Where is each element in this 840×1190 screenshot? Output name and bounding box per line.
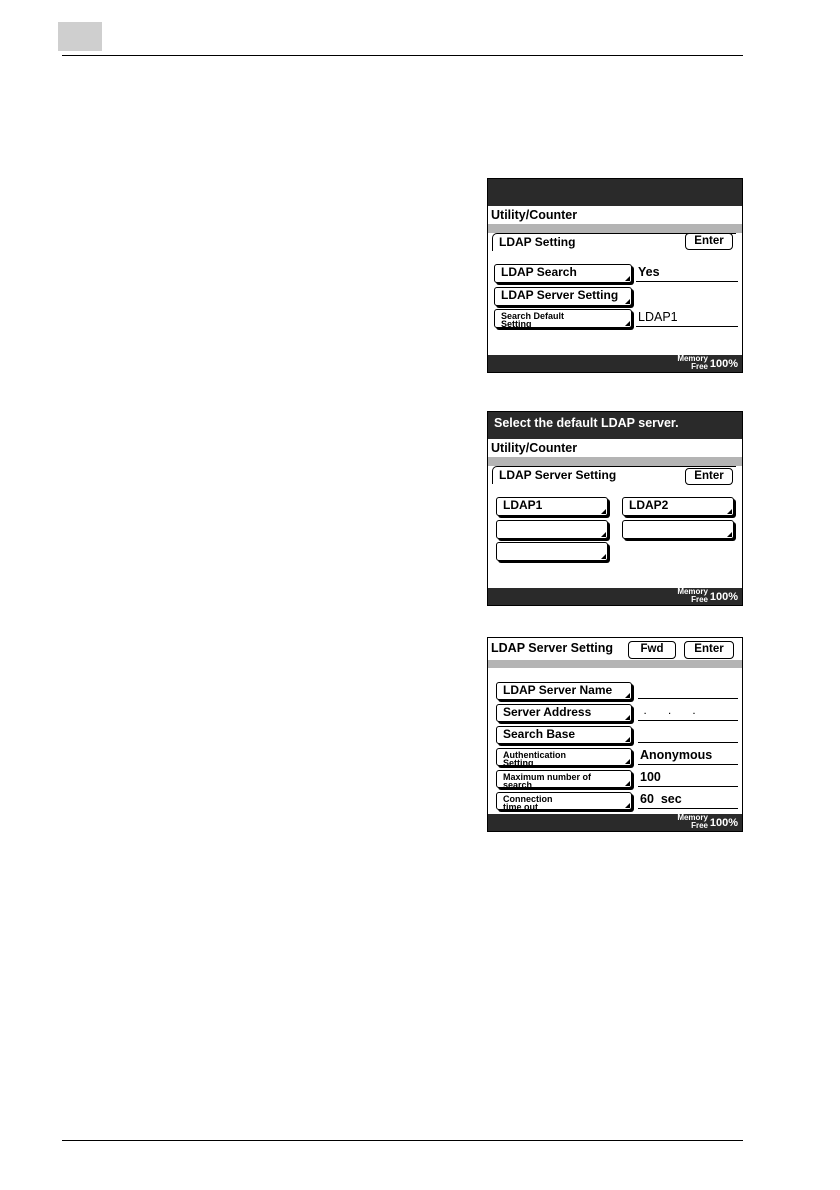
button-label: LDAP1 xyxy=(503,498,543,512)
utility-counter-title: Utility/Counter xyxy=(491,208,578,222)
connection-time-out-button[interactable] xyxy=(496,792,632,810)
authentication-setting-button[interactable] xyxy=(496,748,632,766)
screen-title: LDAP Server Setting xyxy=(491,641,614,655)
connection-time-out-value: 60 sec xyxy=(638,792,738,809)
search-base-value xyxy=(638,726,738,743)
footer-rule xyxy=(62,1140,743,1141)
search-default-value: LDAP1 xyxy=(636,310,738,327)
ldap1-button[interactable] xyxy=(496,497,608,516)
ldap-server-detail-screen xyxy=(487,637,743,832)
ldap-server-name-value xyxy=(638,682,738,699)
ldap-server-setting-button[interactable] xyxy=(494,287,632,306)
server-address-value: . . . xyxy=(638,704,738,721)
maximum-number-of-search-value: 100 xyxy=(638,770,738,787)
memory-label: Memory Free xyxy=(677,587,708,604)
memory-label: Memory Free xyxy=(677,813,708,830)
memory-value: 100% xyxy=(709,817,738,829)
separator-band xyxy=(488,224,742,233)
maximum-number-of-search-button[interactable] xyxy=(496,770,632,788)
enter-button[interactable]: Enter xyxy=(685,233,733,250)
utility-counter-title: Utility/Counter xyxy=(491,441,578,455)
enter-button[interactable]: Enter xyxy=(685,468,733,485)
button-label: Maximum number of search xyxy=(503,772,592,790)
search-base-button[interactable] xyxy=(496,726,632,744)
memory-value: 100% xyxy=(709,358,738,370)
chapter-number-box xyxy=(58,22,102,51)
ldap3-button[interactable] xyxy=(496,520,608,539)
status-footer xyxy=(488,588,742,605)
button-label: Authentication Setting xyxy=(503,750,566,768)
status-footer xyxy=(488,814,742,831)
memory-value: 100% xyxy=(709,591,738,603)
ldap-setting-screen xyxy=(487,178,743,373)
message-area xyxy=(488,179,742,206)
fwd-button[interactable]: Fwd xyxy=(628,641,676,659)
enter-button[interactable]: Enter xyxy=(684,641,734,659)
authentication-setting-value: Anonymous xyxy=(638,748,738,765)
header-rule xyxy=(62,55,743,56)
status-footer xyxy=(488,355,742,372)
button-label: LDAP Server Setting xyxy=(501,288,619,302)
button-label: LDAP2 xyxy=(629,498,669,512)
button-label: LDAP Search xyxy=(501,265,577,279)
ldap-server-name-button[interactable] xyxy=(496,682,632,700)
ldap5-button[interactable] xyxy=(496,542,608,561)
button-label: Search Default Setting xyxy=(501,311,565,329)
button-label: Server Address xyxy=(503,705,592,719)
memory-label: Memory Free xyxy=(677,354,708,371)
search-default-setting-button[interactable] xyxy=(494,309,632,328)
button-label: LDAP Server Name xyxy=(503,683,613,697)
separator-band xyxy=(488,457,742,466)
tab-title: LDAP Server Setting xyxy=(499,468,617,482)
ldap-search-button[interactable] xyxy=(494,264,632,283)
ldap-server-select-screen xyxy=(487,411,743,606)
ldap-search-value: Yes xyxy=(636,265,738,282)
button-label: Search Base xyxy=(503,727,576,741)
tab-title: LDAP Setting xyxy=(499,235,576,249)
button-label: Connection time out xyxy=(503,794,553,812)
separator-band xyxy=(488,660,742,668)
ldap4-button[interactable] xyxy=(622,520,734,539)
server-address-button[interactable] xyxy=(496,704,632,722)
message-area: Select the default LDAP server. xyxy=(488,412,742,439)
ldap2-button[interactable] xyxy=(622,497,734,516)
